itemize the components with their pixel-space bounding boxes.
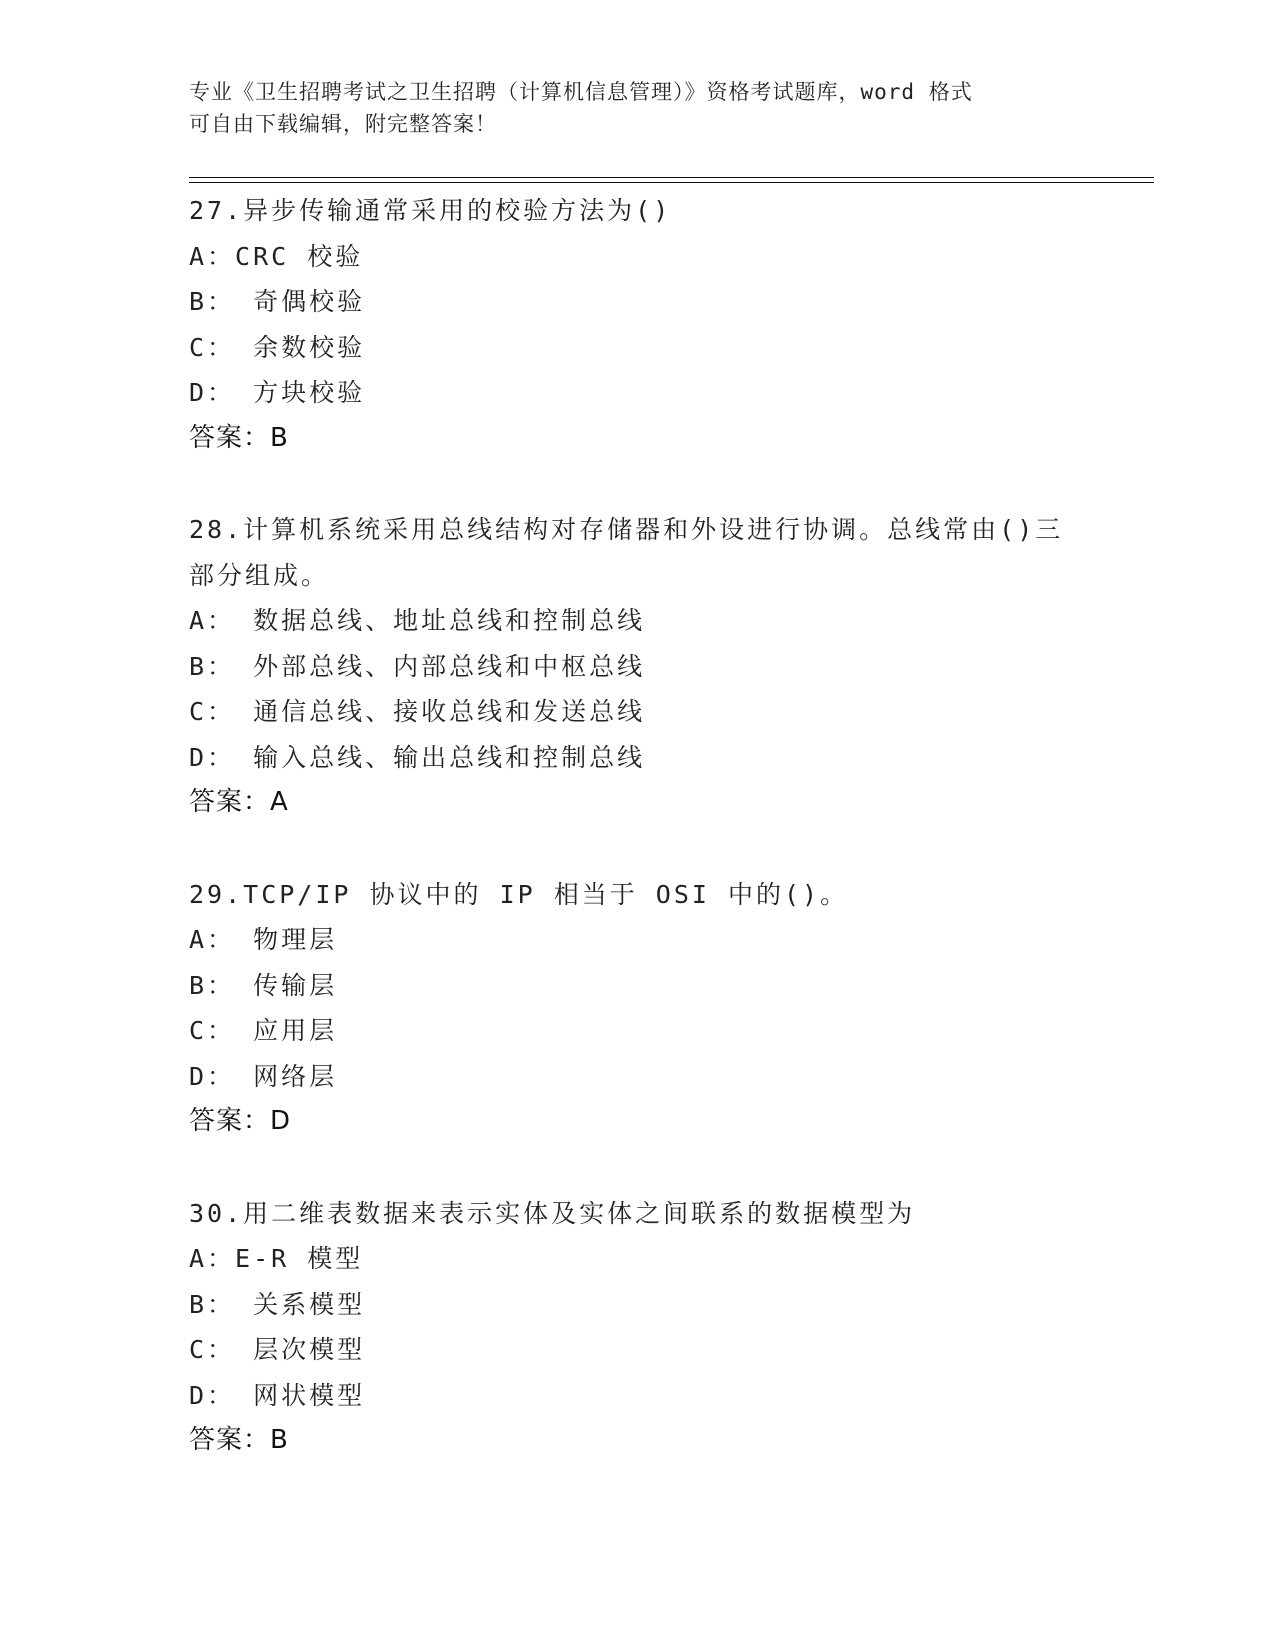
header-line-1: 专业《卫生招聘考试之卫生招聘（计算机信息管理）》资格考试题库，word 格式: [189, 80, 973, 104]
answer-label: 答案：B: [189, 1425, 289, 1455]
option-b: B： 传输层: [189, 970, 338, 1000]
question-stem: 27.异步传输通常采用的校验方法为(): [189, 196, 672, 225]
header-divider-bottom: [189, 182, 1154, 183]
option-b: B： 关系模型: [189, 1289, 366, 1319]
option-a: A： 物理层: [189, 925, 338, 954]
option-d: D： 网状模型: [189, 1380, 366, 1410]
option-b: B： 外部总线、内部总线和中枢总线: [189, 651, 646, 681]
option-a: A：CRC 校验: [189, 241, 364, 271]
question-stem: 29.TCP/IP 协议中的 IP 相当于 OSI 中的()。: [189, 879, 849, 909]
option-d: D： 网络层: [189, 1061, 338, 1091]
question-27: [189, 188, 1089, 461]
question-28: [189, 507, 1089, 826]
header-line-2: 可自由下载编辑，附完整答案！: [189, 112, 497, 136]
answer-label: 答案：A: [189, 787, 289, 817]
question-stem-continued: 部分组成。: [189, 560, 330, 590]
option-c: C： 层次模型: [189, 1335, 366, 1364]
option-a: A：E-R 模型: [189, 1244, 364, 1273]
answer-label: 答案：D: [189, 1106, 292, 1136]
option-c: C： 应用层: [189, 1016, 338, 1045]
option-c: C： 通信总线、接收总线和发送总线: [189, 697, 646, 726]
header-divider-top: [189, 177, 1154, 178]
option-b: B： 奇偶校验: [189, 287, 366, 316]
question-30: [189, 1191, 1089, 1464]
question-stem: 30.用二维表数据来表示实体及实体之间联系的数据模型为: [189, 1198, 916, 1228]
option-d: D： 方块校验: [189, 378, 366, 407]
document-header: [189, 76, 1069, 140]
option-a: A： 数据总线、地址总线和控制总线: [189, 606, 646, 635]
option-c: C： 余数校验: [189, 332, 366, 362]
question-stem: 28.计算机系统采用总线结构对存储器和外设进行协调。总线常由()三: [189, 515, 1064, 544]
answer-label: 答案：B: [189, 422, 289, 453]
question-29: [189, 872, 1089, 1145]
question-list: [189, 188, 1089, 1464]
option-d: D： 输入总线、输出总线和控制总线: [189, 742, 646, 772]
